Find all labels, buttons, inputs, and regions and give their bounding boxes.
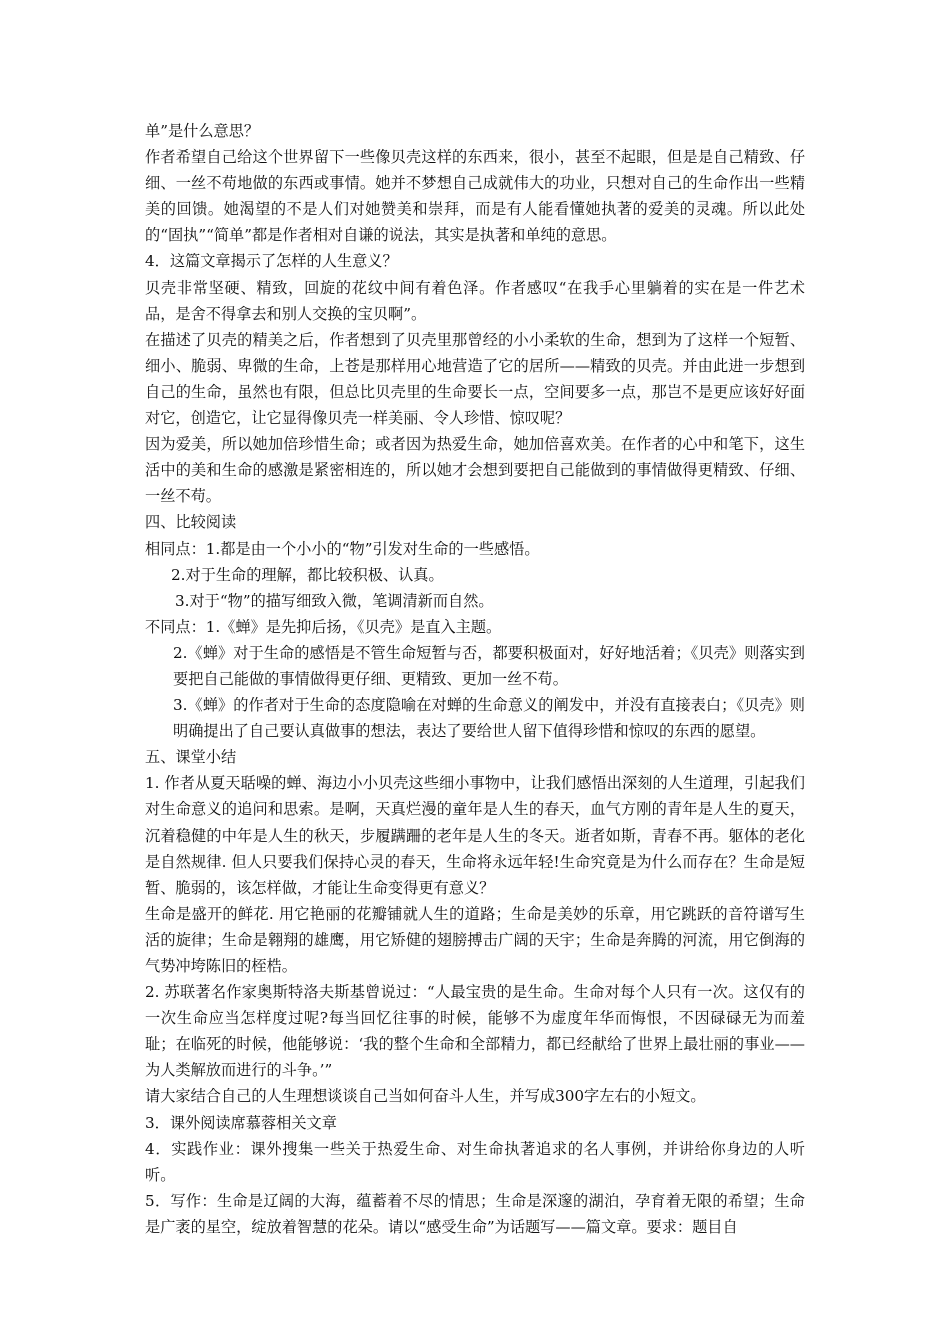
similarity-1: 相同点：1.都是由一个小小的“物”引发对生命的一些感悟。 bbox=[145, 539, 540, 558]
answer-paragraph: 因为爱美，所以她加倍珍惜生命；或者因为热爱生命，她加倍喜欢美。在作者的心中和笔下，这生活中的美和生命的感激是紧密相连的，所以她才会想到要把自己能做到的事情做得更精致、仔细、一丝不苟。 bbox=[145, 435, 805, 506]
summary-item-3: 3．课外阅读席慕蓉相关文章 bbox=[145, 1113, 337, 1132]
difference-3: 3.《蝉》的作者对于生命的态度隐喻在对蝉的生命意义的阐发中，并没有直接表白；《贝壳》则明确提出了自己要认真做事的想法，表达了要给世人留下值得珍惜和惊叹的东西的愿望。 bbox=[173, 696, 805, 741]
assignment-paragraph: 请大家结合自己的人生理想谈谈自己当如何奋斗人生，并写成300字左右的小短文。 bbox=[145, 1087, 706, 1106]
summary-item-5: 5．写作：生命是辽阔的大海，蕴蓄着不尽的情思；生命是深邃的湖泊，孕育着无限的希望；生命是广袤的星空，绽放着智慧的花朵。请以“感受生命”为话题写——篇文章。要求：题目自 bbox=[145, 1191, 805, 1236]
summary-paragraph: 生命是盛开的鲜花. 用它艳丽的花瓣铺就人生的道路；生命是美妙的乐章，用它跳跃的音符谱写生活的旋律；生命是翱翔的雄鹰，用它矫健的翅膀搏击广阔的天宇；生命是奔腾的河流，用它倒海的气势冲垮陈旧的桎梏。 bbox=[145, 904, 805, 975]
difference-1: 不同点：1.《蝉》是先抑后扬，《贝壳》是直入主题。 bbox=[145, 617, 502, 636]
section-heading-comparison: 四、比较阅读 bbox=[145, 513, 237, 532]
difference-2: 2.《蝉》对于生命的感悟是不管生命短暂与否，都要积极面对，好好地活着；《贝壳》则落实到要把自己能做的事情做得更仔细、更精致、更加一丝不苟。 bbox=[173, 643, 805, 688]
question-4: 4．这篇文章揭示了怎样的人生意义？ bbox=[145, 252, 398, 271]
answer-paragraph: 贝壳非常坚硬、精致，回旋的花纹中间有着色泽。作者感叹“在我手心里躺着的实在是一件艺术品，是舍不得拿去和别人交换的宝贝啊”。 bbox=[145, 278, 805, 323]
document-page bbox=[145, 118, 805, 1240]
summary-item-1: 1. 作者从夏天聒噪的蝉、海边小小贝壳这些细小事物中，让我们感悟出深刻的人生道理，引起我们对生命意义的追问和思索。是啊，天真烂漫的童年是人生的春天，血气方刚的青年是人生的夏天，沉着稳健的中年是人生的秋天，步履蹒跚的老年是人生的冬天。逝者如斯，青春不再。躯体的老化是自然规律. 但人只要我们保持心灵的春天，生命将永远年轻!生命究竟是为什么而存在？生命是短暂、脆弱的，该怎样做，才能让生命变得更有意义？ bbox=[145, 774, 805, 897]
similarity-3: 3.对于“物”的描写细致入微，笔调清新而自然。 bbox=[175, 591, 494, 610]
answer-paragraph: 在描述了贝壳的精美之后，作者想到了贝壳里那曾经的小小柔软的生命，想到为了这样一个短暂、细小、脆弱、卑微的生命，上苍是那样用心地营造了它的居所——精致的贝壳。并由此进一步想到自己的生命，虽然也有限，但总比贝壳里的生命要长一点，空间要多一点，那岂不是更应该好好面对它，创造它，让它显得像贝壳一样美丽、令人珍惜、惊叹呢？ bbox=[145, 330, 805, 428]
summary-item-2: 2. 苏联著名作家奥斯特洛夫斯基曾说过：“人最宝贵的是生命。生命对每个人只有一次。这仅有的一次生命应当怎样度过呢?每当回忆往事的时候，能够不为虚度年华而悔恨，不因碌碌无为而羞耻；在临死的时候，他能够说：‘我的整个生命和全部精力，都已经献给了世界上最壮丽的事业——为人类解放而进行的斗争。’” bbox=[145, 983, 805, 1080]
paragraph-continuation: 单”是什么意思？ bbox=[145, 122, 260, 140]
section-heading-summary: 五、课堂小结 bbox=[145, 748, 237, 767]
summary-item-4: 4．实践作业：课外搜集一些关于热爱生命、对生命执著追求的名人事例，并讲给你身边的人听听。 bbox=[145, 1139, 805, 1184]
answer-paragraph: 作者希望自己给这个世界留下一些像贝壳这样的东西来，很小，甚至不起眼，但是是自己精致、仔细、一丝不苟地做的东西或事情。她并不梦想自己成就伟大的功业，只想对自己的生命作出一些精美的回馈。她渴望的不是人们对她赞美和崇拜，而是有人能看懂她执著的爱美的灵魂。所以此处的“固执”“简单”都是作者相对自谦的说法，其实是执著和单纯的意思。 bbox=[145, 148, 805, 245]
similarity-2: 2.对于生命的理解，都比较积极、认真。 bbox=[171, 565, 444, 584]
